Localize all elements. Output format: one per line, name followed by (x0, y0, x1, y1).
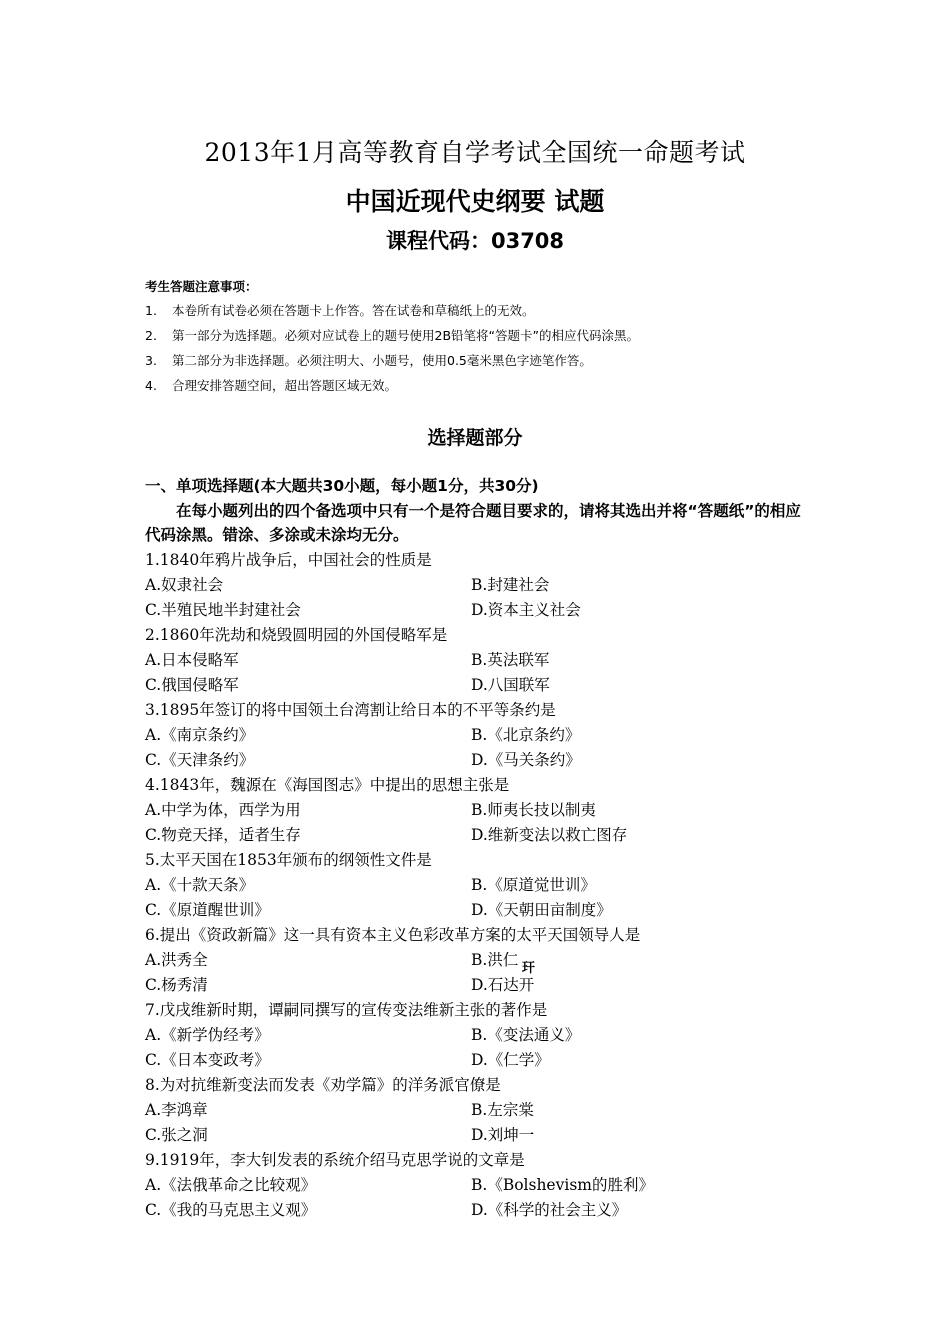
option-row (145, 898, 825, 923)
note-text: 本卷所有试卷必须在答题卡上作答。答在试卷和草稿纸上的无效。 (172, 303, 535, 318)
option-row (145, 1123, 825, 1148)
option-c: C.半殖民地半封建社会 (145, 601, 301, 619)
part-instructions: 在每小题列出的四个备选项中只有一个是符合题目要求的，请将其选出并将“答题纸”的相应代码涂黑。错涂、多涂或未涂均无分。 (145, 502, 801, 544)
question-stem: 1.1840年鸦片战争后，中国社会的性质是 (145, 551, 432, 569)
option-c: C.杨秀清 (145, 976, 208, 994)
option-c: C.《天津条约》 (145, 751, 255, 769)
option-d: D.八国联军 (471, 676, 550, 694)
option-c: C.物竞天择，适者生存 (145, 826, 301, 844)
note-number: 1. (145, 303, 157, 318)
option-d: D.资本主义社会 (471, 601, 581, 619)
option-b: B.洪仁 (471, 951, 519, 969)
note-number: 4. (145, 378, 157, 393)
option-row (145, 673, 825, 698)
part-heading: 一、单项选择题(本大题共30小题，每小题1分，共30分) (145, 477, 539, 495)
option-row (145, 798, 825, 823)
option-b: B.左宗棠 (471, 1101, 534, 1119)
option-d: D.石达开 (471, 976, 535, 994)
option-row (145, 1048, 825, 1073)
option-row (145, 573, 825, 598)
option-row (145, 823, 825, 848)
question-list (145, 548, 825, 1223)
option-b: B.《变法通义》 (471, 1026, 581, 1044)
option-a: A.《新学伪经考》 (145, 1026, 270, 1044)
option-a: A.《法俄革命之比较观》 (145, 1176, 317, 1194)
exam-notes (145, 278, 845, 402)
option-d: D.《马关条约》 (471, 751, 581, 769)
option-row (145, 1098, 825, 1123)
section-title: 选择题部分 (427, 427, 523, 449)
option-b: B.封建社会 (471, 576, 550, 594)
option-a: A.奴隶社会 (145, 576, 224, 594)
option-b: B.《北京条约》 (471, 726, 581, 744)
option-row (145, 1198, 825, 1223)
option-d: D.《天朝田亩制度》 (471, 901, 612, 919)
notes-heading: 考生答题注意事项： (145, 279, 258, 294)
question-stem: 4.1843年，魏源在《海国图志》中提出的思想主张是 (145, 776, 510, 794)
option-row (145, 598, 825, 623)
question-stem: 8.为对抗维新变法而发表《劝学篇》的洋务派官僚是 (145, 1076, 501, 1094)
option-row (145, 948, 825, 973)
question-stem: 7.戊戌维新时期，谭嗣同撰写的宣传变法维新主张的著作是 (145, 1001, 548, 1019)
option-c: C.张之洞 (145, 1126, 208, 1144)
note-item (145, 377, 845, 402)
option-a: A.李鸿章 (145, 1101, 208, 1119)
note-item (145, 352, 845, 377)
note-number: 3. (145, 353, 157, 368)
note-number: 2. (145, 328, 157, 343)
option-b: B.《原道觉世训》 (471, 876, 596, 894)
option-a: A.洪秀全 (145, 951, 208, 969)
note-text: 合理安排答题空间，超出答题区域无效。 (172, 378, 398, 393)
option-a: A.《十款天条》 (145, 876, 255, 894)
question-stem: 3.1895年签订的将中国领土台湾割让给日本的不平等条约是 (145, 701, 556, 719)
option-c: C.《我的马克思主义观》 (145, 1201, 317, 1219)
option-row (145, 723, 825, 748)
stray-glyph: 玕 (522, 961, 536, 976)
question-stem: 2.1860年洗劫和烧毁圆明园的外国侵略军是 (145, 626, 448, 644)
option-d: D.《科学的社会主义》 (471, 1201, 628, 1219)
option-a: A.《南京条约》 (145, 726, 255, 744)
question-stem: 6.提出《资政新篇》这一具有资本主义色彩改革方案的太平天国领导人是 (145, 926, 641, 944)
option-b: B.《Bolshevism的胜利》 (471, 1176, 654, 1194)
option-row (145, 973, 825, 998)
option-row (145, 748, 825, 773)
option-d: D.刘坤一 (471, 1126, 535, 1144)
course-code: 课程代码：03708 (385, 229, 565, 253)
note-item (145, 302, 845, 327)
option-a: A.中学为体，西学为用 (145, 801, 301, 819)
note-text: 第一部分为选择题。必须对应试卷上的题号使用2B铅笔将“答题卡”的相应代码涂黑。 (172, 328, 639, 343)
option-a: A.日本侵略军 (145, 651, 239, 669)
note-item (145, 327, 845, 352)
option-c: C.俄国侵略军 (145, 676, 239, 694)
option-row (145, 873, 825, 898)
option-d: D.维新变法以救亡图存 (471, 826, 628, 844)
option-c: C.《原道醒世训》 (145, 901, 270, 919)
option-row (145, 1173, 825, 1198)
question-stem: 9.1919年，李大钊发表的系统介绍马克思学说的文章是 (145, 1151, 525, 1169)
question-stem: 5.太平天国在1853年颁布的纲领性文件是 (145, 851, 432, 869)
note-text: 第二部分为非选择题。必须注明大、小题号，使用0.5毫米黑色字迹笔作答。 (172, 353, 592, 368)
option-row (145, 648, 825, 673)
option-c: C.《日本变政考》 (145, 1051, 270, 1069)
option-row (145, 1023, 825, 1048)
exam-title: 2013年1月高等教育自学考试全国统一命题考试 (204, 138, 746, 167)
subject-title: 中国近现代史纲要 试题 (345, 187, 605, 216)
option-b: B.英法联军 (471, 651, 550, 669)
option-b: B.师夷长技以制夷 (471, 801, 596, 819)
option-d: D.《仁学》 (471, 1051, 550, 1069)
